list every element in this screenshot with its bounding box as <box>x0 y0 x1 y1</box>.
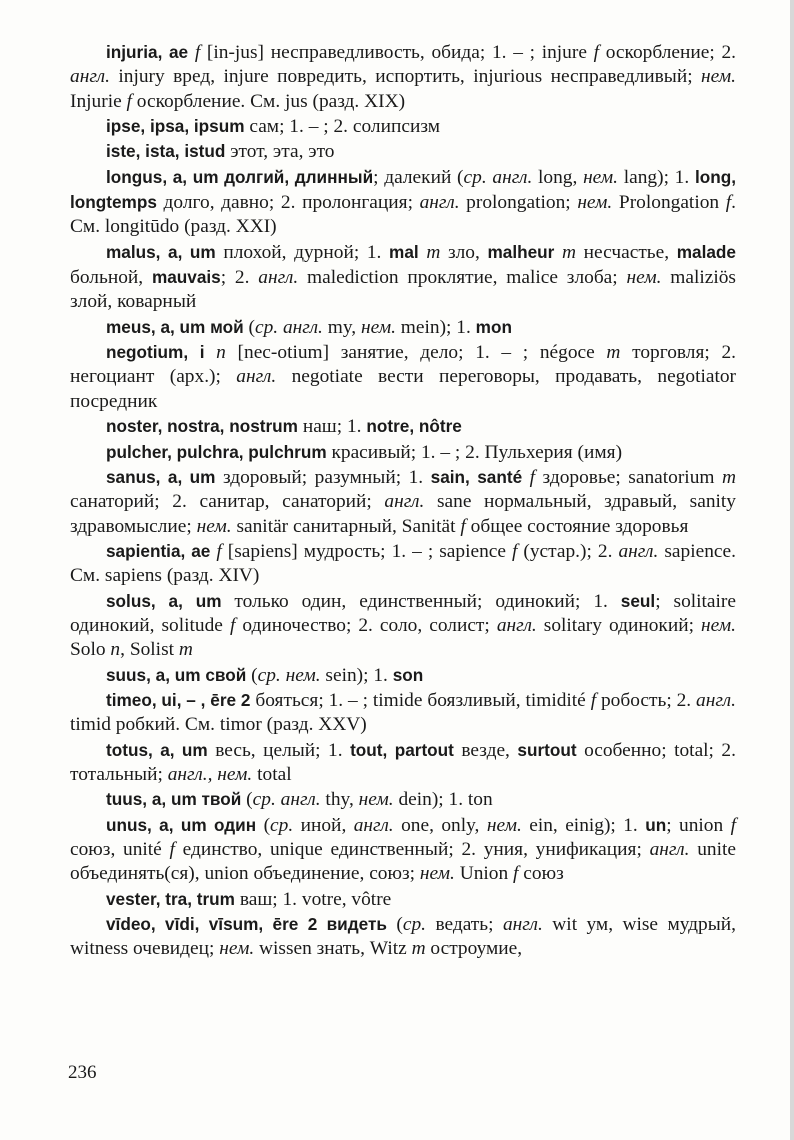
headword: seul <box>620 590 656 611</box>
headword: un <box>645 814 667 835</box>
italic-label: f <box>590 689 597 711</box>
dictionary-page <box>70 40 736 962</box>
italic-label: нем. <box>196 515 232 537</box>
italic-label: f <box>169 839 175 860</box>
dictionary-entry <box>70 315 736 340</box>
entry-text: только один, единственный; одинокий; 1. <box>221 590 621 612</box>
entry-text: везде, <box>453 739 518 761</box>
italic-label: нем. <box>219 938 255 960</box>
headword: pulcher, pulchra, pulchrum <box>106 441 327 462</box>
entry-text: mein); 1. <box>395 316 476 338</box>
headword: son <box>392 664 424 685</box>
entry-text: ; solitaire одинокий, solitude <box>70 590 736 636</box>
entry-text <box>205 342 217 363</box>
dictionary-entry <box>70 40 736 114</box>
headword: timeo, ui, – , ēre 2 <box>106 689 251 710</box>
dictionary-entry <box>70 589 736 663</box>
entry-text: весь, целый; 1. <box>207 739 351 761</box>
italic-label: m <box>606 342 621 364</box>
headword: mauvais <box>151 267 221 288</box>
italic-label: n <box>216 342 226 364</box>
headword: sanus, a, um <box>106 466 216 487</box>
italic-label: f <box>229 614 236 636</box>
entry-text: . См. longitūdo (разд. XXI) <box>70 192 736 238</box>
headword: sain, santé <box>430 466 523 487</box>
page-number: 236 <box>68 1062 97 1083</box>
entry-text: (устар.); 2. <box>517 540 619 562</box>
italic-label: англ. <box>696 689 736 711</box>
entry-text: sein); 1. <box>320 664 393 686</box>
entry-text: ( <box>246 664 258 686</box>
entry-text: , Solist <box>120 639 179 661</box>
entry-text: [in-jus] несправедливость, обида; 1. – ; injure <box>200 42 594 63</box>
italic-label: нем. <box>360 316 396 338</box>
headword: tuus, a, um твой <box>106 789 242 810</box>
italic-label: ср. англ. <box>254 316 323 338</box>
entry-text: оскорбление. См. jus (разд. XIX) <box>131 90 406 112</box>
entry-text: санаторий; 2. санитар, санаторий; <box>70 491 385 513</box>
headword: surtout <box>517 739 577 760</box>
headword: solus, a, um <box>106 590 222 611</box>
entry-text: торговля; 2. негоциант (арх.); <box>70 342 736 388</box>
italic-label: нем. <box>701 614 736 636</box>
entry-text: negotiate вести переговоры, продавать, negotiator посредник <box>70 366 736 412</box>
entry-text: долго, давно; 2. пролонгация; <box>156 192 420 214</box>
entry-text: one, only, <box>393 814 487 836</box>
italic-label: англ. <box>70 66 110 88</box>
italic-label: f <box>512 540 518 562</box>
italic-label: f <box>194 42 201 63</box>
page-edge <box>790 0 794 1140</box>
entry-text: total <box>252 763 292 785</box>
italic-label: нем. <box>577 192 613 214</box>
entry-text: Solo <box>70 639 111 661</box>
italic-label: англ. <box>419 192 460 214</box>
entry-text: больной, <box>70 267 152 289</box>
dictionary-entry <box>70 787 736 812</box>
italic-label: n <box>110 639 121 661</box>
entry-text: injury вред, injure повредить, испортить, injurious несправедливый; <box>109 66 702 88</box>
entry-text: ; union <box>666 814 731 836</box>
dictionary-entry <box>70 340 736 414</box>
dictionary-entry <box>70 440 736 465</box>
entry-text: бояться; 1. – ; timide боязливый, timidité <box>250 689 591 711</box>
dictionary-entry <box>70 539 736 589</box>
entry-text: sane нормальный, здравый, sanity здравомыслие; <box>70 491 736 537</box>
dictionary-entry <box>70 240 736 315</box>
dictionary-entry <box>70 663 736 688</box>
headword: vīdeo, vīdi, vīsum, ēre 2 видеть <box>106 914 387 935</box>
italic-label: m <box>411 938 426 960</box>
dictionary-entry <box>70 414 736 439</box>
entry-text: единство, unique единственный; 2. уния, унификация; <box>174 839 650 860</box>
entry-text: ( <box>241 789 253 811</box>
entry-text: unite объединять(ся), union объединение, союз; <box>70 839 736 885</box>
italic-label: нем. <box>358 789 394 811</box>
entry-text: здоровье; sanatorium <box>535 466 722 488</box>
headword: negotium, i <box>106 342 205 363</box>
dictionary-entry <box>70 139 736 164</box>
entry-text: Prolongation <box>612 192 726 214</box>
entry-text: solitary одинокий; <box>536 614 702 636</box>
dictionary-entry <box>70 165 736 240</box>
headword: tout, partout <box>350 739 454 760</box>
entry-text: остроумие, <box>425 938 523 960</box>
entry-text: wit ум, wise мудрый, witness очевидец; <box>70 914 736 960</box>
dictionary-entry <box>70 465 736 539</box>
entry-text: одиночество; 2. соло, солист; <box>235 614 497 636</box>
headword: malus, a, um <box>106 241 216 262</box>
italic-label: нем. <box>486 814 522 836</box>
entry-text: робость; 2. <box>596 689 697 711</box>
headword: long, longtemps <box>70 166 736 213</box>
italic-label: f <box>529 466 536 488</box>
entry-text: красивый; 1. – ; 2. Пульхерия (имя) <box>326 441 623 463</box>
entry-text: союз, unité <box>70 839 170 860</box>
entry-text: здоровый; разумный; 1. <box>215 466 431 488</box>
headword: iste, ista, istud <box>106 141 226 162</box>
headword: malade <box>676 241 736 262</box>
italic-label: ср. англ. <box>463 166 533 188</box>
entry-text: lang); 1. <box>618 166 695 188</box>
headword: ipse, ipsa, ipsum <box>106 116 245 137</box>
entry-text: [nec-otium] занятие, дело; 1. – ; négoce <box>225 342 607 364</box>
italic-label: f <box>730 814 737 836</box>
italic-label: ср. англ. <box>252 789 321 811</box>
italic-label: f <box>216 540 222 562</box>
entry-text: maliziös злой, коварный <box>70 267 736 313</box>
italic-label: англ. <box>236 366 277 388</box>
entry-text: thy, <box>320 789 359 811</box>
italic-label: англ. <box>502 914 543 936</box>
entry-text: sapience. См. sapiens (разд. XIV) <box>70 540 736 587</box>
headword: totus, a, um <box>106 739 208 760</box>
dictionary-entry <box>70 887 736 912</box>
entry-text <box>554 242 562 263</box>
entry-text: ведать; <box>426 914 503 936</box>
headword: malheur <box>487 241 555 262</box>
italic-label: ср. <box>402 914 427 936</box>
dictionary-entry <box>70 912 736 962</box>
italic-label: m <box>721 466 736 488</box>
headword: noster, nostra, nostrum <box>106 416 298 437</box>
entry-text: наш; 1. <box>297 416 367 438</box>
headword: mal <box>389 241 419 262</box>
dictionary-entry <box>70 114 736 139</box>
entry-text: ваш; 1. votre, vôtre <box>234 888 392 910</box>
italic-label: f <box>513 863 519 885</box>
italic-label: англ. <box>258 267 299 289</box>
headword: mon <box>475 316 512 337</box>
entry-text: ( <box>386 914 403 936</box>
entry-text: my, <box>322 316 361 338</box>
entry-text: ( <box>256 814 271 836</box>
entry-text: sanitär санитарный, Sanität <box>231 515 461 537</box>
entry-text: сам; 1. – ; 2. солипсизм <box>244 116 440 138</box>
entry-text: особенно; total; 2. тотальный; <box>70 739 736 785</box>
italic-label: f <box>126 90 132 112</box>
entry-text: общее состояние здоровья <box>465 515 689 537</box>
entry-text: этот, эта, это <box>225 141 335 163</box>
italic-label: m <box>426 241 441 263</box>
italic-label: англ. <box>353 814 394 836</box>
headword: sapientia, ae <box>106 540 211 561</box>
dictionary-entry <box>70 813 736 887</box>
dictionary-entry <box>70 738 736 788</box>
italic-label: ср. нем. <box>257 664 321 686</box>
entry-text: [sapiens] мудрость; 1. – ; sapience <box>221 540 512 562</box>
entry-text <box>188 42 195 63</box>
headword: suus, a, um свой <box>106 664 247 685</box>
italic-label: f <box>593 42 600 63</box>
entry-text: malediction проклятие, malice злоба; <box>298 267 627 289</box>
italic-label: нем. <box>701 66 736 88</box>
italic-label: нем. <box>419 863 455 885</box>
entry-text: союз <box>518 863 564 885</box>
headword: notre, nôtre <box>366 416 462 437</box>
entry-text: wissen знать, Witz <box>254 938 412 960</box>
entry-text: Union <box>454 863 514 885</box>
headword: meus, a, um мой <box>106 316 244 337</box>
entry-text: плохой, дурной; 1. <box>215 241 390 263</box>
headword: longus, a, um долгий, длинный <box>106 166 374 187</box>
italic-label: англ. <box>384 491 425 513</box>
italic-label: ср. <box>270 814 294 836</box>
entry-text: иной, <box>293 814 354 836</box>
headword: unus, a, um один <box>106 814 257 835</box>
entry-text: оскорбление; 2. <box>599 42 737 63</box>
headword: injuria, ae <box>106 42 189 62</box>
dictionary-entry <box>70 688 736 738</box>
entry-text: prolongation; <box>459 192 578 214</box>
italic-label: нем. <box>626 267 662 289</box>
italic-label: англ., нем. <box>167 763 253 785</box>
italic-label: англ. <box>649 839 690 860</box>
italic-label: англ. <box>496 614 537 636</box>
entry-text: dein); 1. ton <box>393 789 493 811</box>
entry-text: несчастье, <box>576 241 677 263</box>
italic-label: f <box>460 515 466 537</box>
entry-text: зло, <box>440 241 488 263</box>
entry-text: timid робкий. См. timor (разд. XXV) <box>70 714 367 736</box>
entry-text: ; 2. <box>220 267 259 289</box>
italic-label: нем. <box>583 166 619 188</box>
entry-text: ; далекий ( <box>373 166 464 188</box>
entry-text: long, <box>532 166 584 188</box>
italic-label: m <box>562 241 577 263</box>
italic-label: f <box>725 192 732 214</box>
entry-text <box>522 467 530 488</box>
entry-text: Injurie <box>70 90 127 112</box>
headword: vester, tra, trum <box>106 888 235 909</box>
entry-text: ein, einig); 1. <box>521 814 646 836</box>
italic-label: англ. <box>618 540 659 562</box>
italic-label: m <box>178 639 193 661</box>
entry-text: ( <box>243 316 255 338</box>
